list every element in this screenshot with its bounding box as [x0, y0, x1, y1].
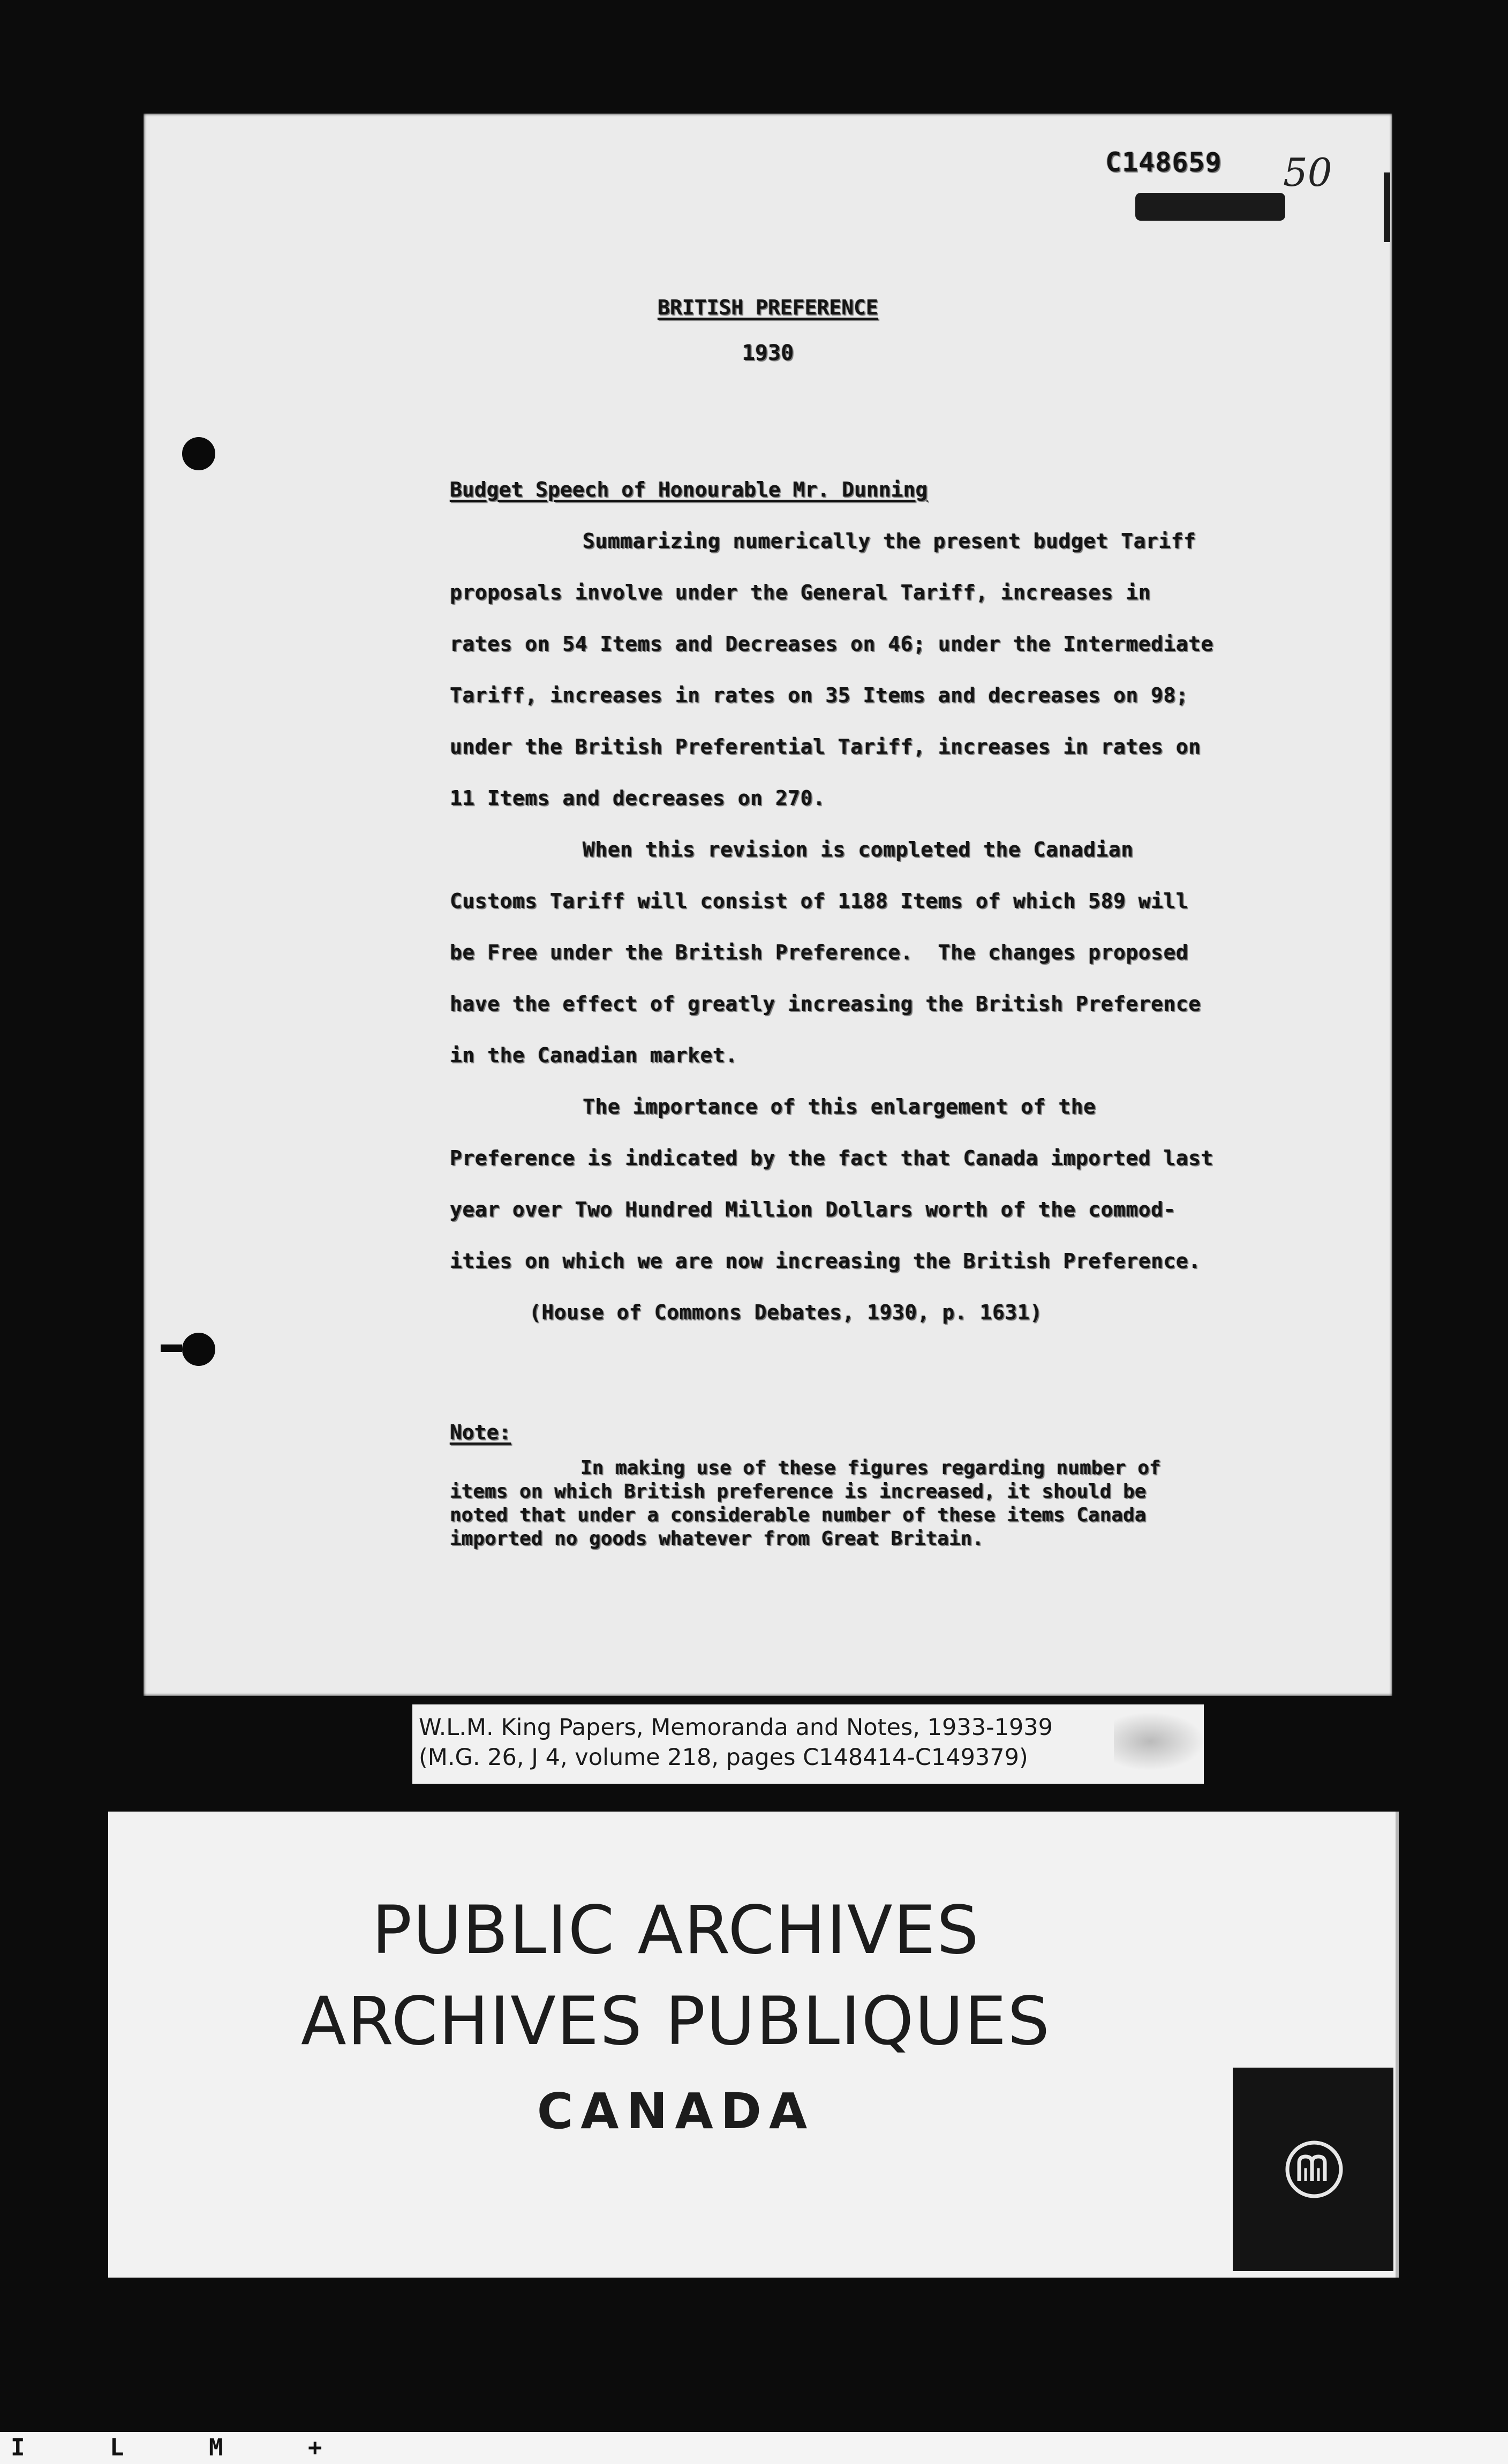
paragraph-line: When this revision is completed the Canadian	[583, 838, 1134, 861]
paragraph-line: be Free under the British Preference. The changes proposed	[450, 941, 1189, 964]
logo-box	[1233, 2068, 1393, 2271]
caption-strip	[412, 1704, 1204, 1784]
punch-hole	[182, 1333, 215, 1366]
paragraph-line: under the British Preferential Tariff, increases in rates on	[450, 735, 1201, 758]
smudge	[1114, 1712, 1205, 1771]
archives-country: CANADA	[537, 2083, 815, 2140]
punch-hole	[182, 437, 215, 470]
paragraph-line: Customs Tariff will consist of 1188 Items of which 589 will	[450, 889, 1189, 913]
document-page	[144, 114, 1392, 1696]
paragraph-line: ities on which we are now increasing the British Preference.	[450, 1249, 1201, 1273]
document-year: 1930	[742, 341, 794, 365]
edge-mark	[1384, 172, 1390, 242]
note-line: In making use of these figures regarding number of	[580, 1457, 1161, 1479]
paragraph-line: have the effect of greatly increasing the British Preference	[450, 992, 1201, 1016]
paragraph-line: Tariff, increases in rates on 35 Items and decreases on 98;	[450, 683, 1189, 707]
paragraph-line: The importance of this enlargement of the	[583, 1095, 1096, 1118]
note-heading: Note:	[450, 1421, 511, 1444]
paragraph-line: Preference is indicated by the fact that Canada imported last	[450, 1146, 1214, 1170]
citation-line: (House of Commons Debates, 1930, p. 1631)	[529, 1301, 1043, 1324]
paragraph-line: rates on 54 Items and Decreases on 46; under the Intermediate	[450, 632, 1214, 656]
note-line: imported no goods whatever from Great Britain.	[450, 1528, 984, 1550]
paragraph-line: 11 Items and decreases on 270.	[450, 786, 826, 810]
caption-line: W.L.M. King Papers, Memoranda and Notes, 1933-1939	[419, 1714, 1053, 1741]
archives-card	[108, 1812, 1399, 2278]
paragraph-line: year over Two Hundred Million Dollars worth of the commod-	[450, 1198, 1176, 1221]
film-label-letters: I L M +	[11, 2434, 358, 2461]
paragraph-line: proposals involve under the General Tariff, increases in	[450, 581, 1151, 604]
note-line: noted that under a considerable number of these items Canada	[450, 1504, 1147, 1526]
paragraph-line: in the Canadian market.	[450, 1043, 738, 1067]
archives-title-english: PUBLIC ARCHIVES	[372, 1892, 980, 1969]
section-heading: Budget Speech of Honourable Mr. Dunning	[450, 478, 928, 501]
caption-line: (M.G. 26, J 4, volume 218, pages C148414-C149379)	[419, 1744, 1028, 1771]
film-label	[0, 2432, 1508, 2464]
note-line: items on which British preference is increased, it should be	[450, 1481, 1147, 1503]
archives-logo-icon	[1282, 2137, 1346, 2202]
redaction-bar	[1135, 193, 1285, 221]
document-id-number: C148659	[1105, 147, 1222, 178]
folio-number: 50	[1283, 150, 1332, 195]
document-title: BRITISH PREFERENCE	[658, 296, 878, 319]
archives-title-french: ARCHIVES PUBLIQUES	[300, 1983, 1051, 2060]
paragraph-line: Summarizing numerically the present budget Tariff	[583, 529, 1196, 553]
